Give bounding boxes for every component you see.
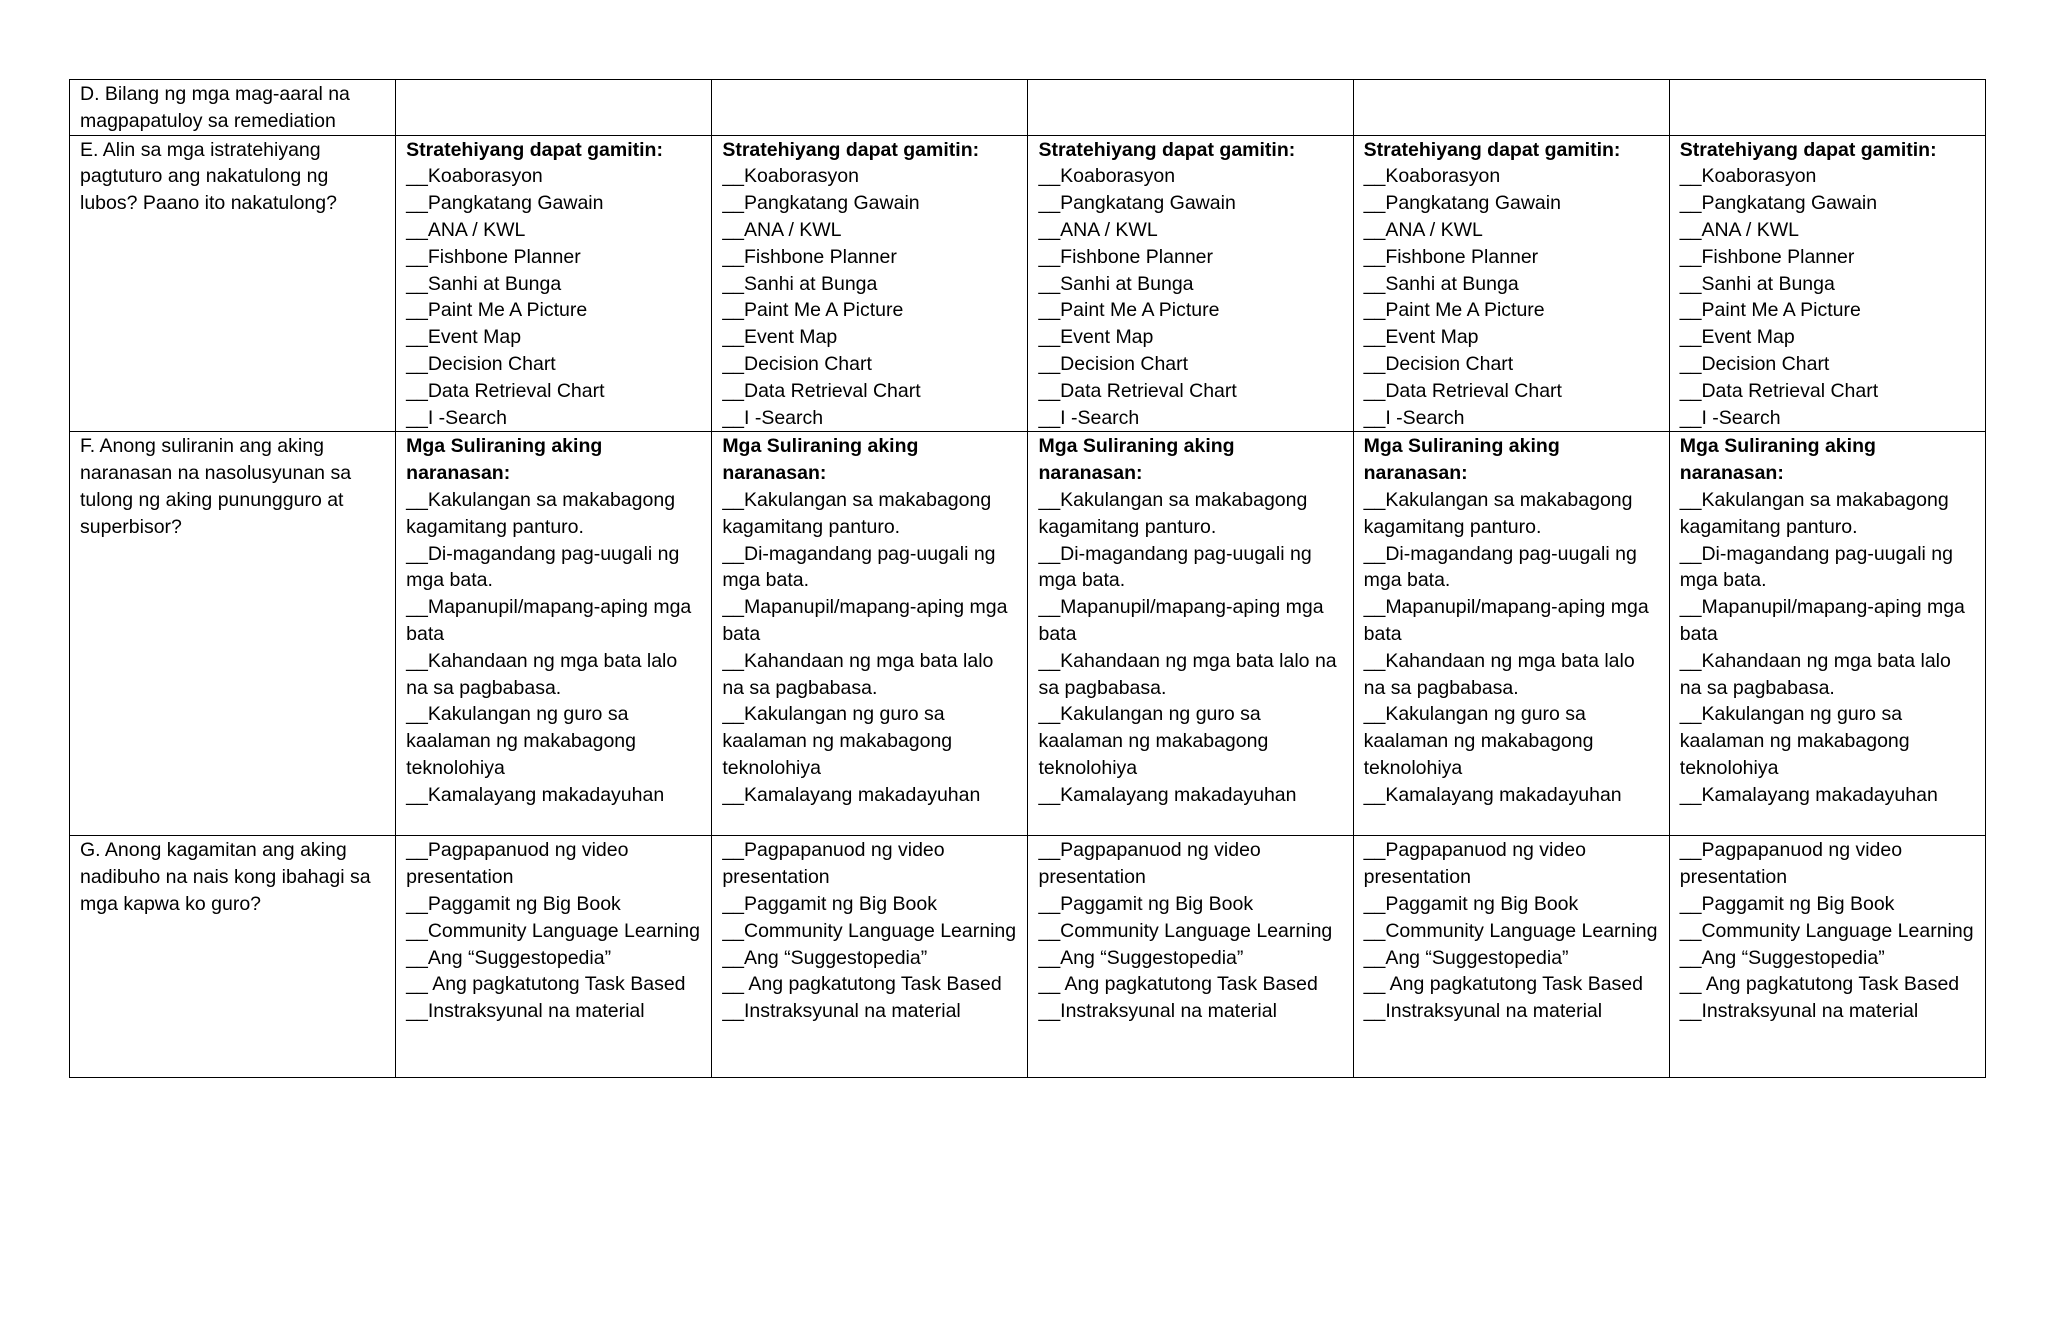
problem-item: __Kahandaan ng mga bata lalo na sa pagbabasa. — [722, 649, 994, 699]
problem-heading: Mga Suliraning aking naranasan: — [1363, 435, 1560, 485]
material-item: __Instraksyunal na material — [406, 1000, 645, 1023]
problem-item: __Kakulangan sa makabagong kagamitang panturo. — [1679, 488, 1949, 538]
strategy-item: __ANA / KWL — [1679, 218, 1799, 241]
material-cell-2 — [712, 836, 1028, 1078]
material-item: __Community Language Learning — [1363, 919, 1658, 942]
strategy-item: __Koaborasyon — [1679, 165, 1817, 188]
material-item: __Pagpapanuod ng video presentation — [722, 839, 945, 889]
problem-item: __Kakulangan sa makabagong kagamitang panturo. — [1363, 488, 1633, 538]
strategy-heading: Stratehiyang dapat gamitin: — [1679, 138, 1937, 161]
strategy-item: __Fishbone Planner — [1038, 245, 1214, 268]
strategy-item: __Event Map — [722, 326, 838, 349]
strategy-item: __ANA / KWL — [406, 218, 526, 241]
strategy-item: __I -Search — [1038, 406, 1140, 429]
material-cell-4 — [1353, 836, 1669, 1078]
strategy-item: __I -Search — [406, 406, 507, 429]
strategy-item: __Fishbone Planner — [406, 245, 581, 268]
question-text-e: E. Alin sa mga istratehiyang pagtuturo ang nakatulong ng lubos? Paano ito nakatulong? — [80, 138, 337, 215]
strategy-item: __Koaborasyon — [1363, 165, 1501, 188]
strategy-item: __Paint Me A Picture — [722, 299, 904, 322]
problem-item: __Kakulangan sa makabagong kagamitang panturo. — [722, 488, 992, 538]
question-text-g: G. Anong kagamitan ang aking nadibuho na nais kong ibahagi sa mga kapwa ko guro? — [80, 839, 371, 915]
strategy-item: __Sanhi at Bunga — [1363, 272, 1519, 295]
problem-cell-1 — [396, 432, 712, 836]
question-text-d: D. Bilang ng mga mag-aaral na magpapatuloy sa remediation — [80, 83, 350, 132]
problem-item: __Mapanupil/mapang-aping mga bata — [1679, 596, 1965, 645]
strategy-item: __Event Map — [1363, 326, 1479, 349]
material-item: __Community Language Learning — [1038, 919, 1333, 942]
material-item: __Community Language Learning — [1679, 919, 1974, 942]
strategy-item: __Koaborasyon — [1038, 165, 1176, 188]
problem-heading: Mga Suliraning aking naranasan: — [406, 435, 603, 485]
strategy-cell-1 — [396, 135, 712, 432]
problem-item: __Kakulangan ng guro sa kaalaman ng makabagong teknolohiya — [406, 703, 636, 779]
material-item: __Ang “Suggestopedia” — [406, 946, 612, 969]
problem-item: __Kamalayang makadayuhan — [722, 783, 981, 806]
strategy-item: __Pangkatang Gawain — [1363, 192, 1561, 215]
strategy-item: __ANA / KWL — [722, 218, 842, 241]
problem-item: __Di-magandang pag-uugali ng mga bata. — [722, 542, 996, 592]
problem-item: __Mapanupil/mapang-aping mga bata — [406, 596, 692, 645]
material-item: __Instraksyunal na material — [722, 1000, 961, 1023]
problem-item: __Mapanupil/mapang-aping mga bata — [1038, 596, 1324, 645]
material-item: __Pagpapanuod ng video presentation — [1679, 839, 1903, 889]
problem-cell-3 — [1028, 432, 1353, 836]
problem-item: __Mapanupil/mapang-aping mga bata — [722, 596, 1008, 645]
problem-heading: Mga Suliraning aking naranasan: — [1679, 435, 1876, 485]
reflection-table — [69, 79, 1986, 1078]
strategy-cell-4 — [1353, 135, 1669, 432]
question-cell-d — [70, 80, 396, 136]
strategy-item: __Sanhi at Bunga — [1038, 272, 1194, 295]
strategy-heading: Stratehiyang dapat gamitin: — [722, 138, 980, 161]
problem-item: __Kahandaan ng mga bata lalo na sa pagbabasa. — [1679, 649, 1951, 699]
problem-cell-5 — [1669, 432, 1985, 836]
strategy-item: __Data Retrieval Chart — [1038, 379, 1237, 402]
material-item: __ Ang pagkatutong Task Based — [1363, 973, 1643, 996]
strategy-item: __Decision Chart — [1679, 352, 1830, 375]
material-item: __ Ang pagkatutong Task Based — [1038, 973, 1318, 996]
problem-item: __Kakulangan sa makabagong kagamitang panturo. — [1038, 488, 1308, 538]
problem-item: __Kahandaan ng mga bata lalo na sa pagbabasa. — [406, 649, 678, 699]
answer-cell-d-3 — [1028, 80, 1353, 136]
strategy-cell-3 — [1028, 135, 1353, 432]
strategy-item: __Fishbone Planner — [1363, 245, 1539, 268]
strategy-item: __Koaborasyon — [722, 165, 859, 188]
strategy-item: __Decision Chart — [722, 352, 872, 375]
strategy-heading: Stratehiyang dapat gamitin: — [406, 138, 663, 161]
material-item: __Community Language Learning — [406, 919, 700, 942]
problem-heading: Mga Suliraning aking naranasan: — [722, 435, 919, 485]
strategy-item: __ANA / KWL — [1363, 218, 1483, 241]
problem-item: __Kahandaan ng mga bata lalo na sa pagbabasa. — [1363, 649, 1635, 699]
strategy-heading: Stratehiyang dapat gamitin: — [1363, 138, 1621, 161]
problem-cell-4 — [1353, 432, 1669, 836]
answer-cell-d-5 — [1669, 80, 1985, 136]
strategy-item: __Event Map — [406, 326, 522, 349]
strategy-item: __Data Retrieval Chart — [722, 379, 921, 402]
problem-item: __Di-magandang pag-uugali ng mga bata. — [1679, 542, 1953, 592]
strategy-item: __I -Search — [722, 406, 824, 429]
material-item: __Community Language Learning — [722, 919, 1017, 942]
strategy-item: __Paint Me A Picture — [406, 299, 588, 322]
strategy-item: __Paint Me A Picture — [1363, 299, 1545, 322]
strategy-item: __I -Search — [1363, 406, 1465, 429]
strategy-item: __Paint Me A Picture — [1679, 299, 1861, 322]
material-item: __Paggamit ng Big Book — [1679, 892, 1895, 915]
strategy-item: __Pangkatang Gawain — [406, 192, 604, 215]
material-item: __ Ang pagkatutong Task Based — [406, 973, 686, 996]
table-row-d — [70, 80, 1986, 136]
strategy-cell-2 — [712, 135, 1028, 432]
problem-cell-2 — [712, 432, 1028, 836]
strategy-item: __Koaborasyon — [406, 165, 543, 188]
material-cell-5 — [1669, 836, 1985, 1078]
strategy-item: __Pangkatang Gawain — [1679, 192, 1878, 215]
answer-cell-d-1 — [396, 80, 712, 136]
material-cell-3 — [1028, 836, 1353, 1078]
strategy-item: __Fishbone Planner — [722, 245, 897, 268]
problem-item: __Kamalayang makadayuhan — [1038, 783, 1297, 806]
problem-item: __Kakulangan ng guro sa kaalaman ng makabagong teknolohiya — [722, 703, 953, 779]
material-item: __Ang “Suggestopedia” — [1363, 946, 1569, 969]
material-item: __Ang “Suggestopedia” — [1679, 946, 1885, 969]
strategy-item: __Data Retrieval Chart — [406, 379, 605, 402]
problem-heading: Mga Suliraning aking naranasan: — [1038, 435, 1235, 485]
problem-item: __Kamalayang makadayuhan — [1679, 783, 1938, 806]
strategy-item: __Sanhi at Bunga — [1679, 272, 1835, 295]
strategy-item: __Event Map — [1038, 326, 1154, 349]
problem-item: __Kahandaan ng mga bata lalo na sa pagbabasa. — [1038, 649, 1337, 699]
material-item: __ Ang pagkatutong Task Based — [1679, 973, 1960, 996]
answer-cell-d-2 — [712, 80, 1028, 136]
table-row-g — [70, 836, 1986, 1078]
question-cell-f — [70, 432, 396, 836]
problem-item: __Kakulangan ng guro sa kaalaman ng makabagong teknolohiya — [1363, 703, 1594, 779]
strategy-item: __Pangkatang Gawain — [722, 192, 920, 215]
strategy-item: __Decision Chart — [1363, 352, 1514, 375]
strategy-item: __Sanhi at Bunga — [722, 272, 878, 295]
material-item: __ Ang pagkatutong Task Based — [722, 973, 1002, 996]
material-item: __Instraksyunal na material — [1679, 1000, 1919, 1023]
strategy-cell-5 — [1669, 135, 1985, 432]
material-item: __Paggamit ng Big Book — [406, 892, 621, 915]
material-item: __Instraksyunal na material — [1038, 1000, 1277, 1023]
problem-item: __Kakulangan ng guro sa kaalaman ng makabagong teknolohiya — [1679, 703, 1910, 779]
material-cell-1 — [396, 836, 712, 1078]
material-item: __Paggamit ng Big Book — [1363, 892, 1579, 915]
answer-cell-d-4 — [1353, 80, 1669, 136]
strategy-heading: Stratehiyang dapat gamitin: — [1038, 138, 1296, 161]
question-cell-g — [70, 836, 396, 1078]
strategy-item: __Sanhi at Bunga — [406, 272, 562, 295]
material-item: __Paggamit ng Big Book — [722, 892, 937, 915]
problem-item: __Kamalayang makadayuhan — [1363, 783, 1622, 806]
strategy-item: __Paint Me A Picture — [1038, 299, 1220, 322]
table-row-e — [70, 135, 1986, 432]
strategy-item: __Data Retrieval Chart — [1679, 379, 1879, 402]
strategy-item: __ANA / KWL — [1038, 218, 1158, 241]
question-cell-e — [70, 135, 396, 432]
problem-item: __Di-magandang pag-uugali ng mga bata. — [1038, 542, 1312, 592]
material-item: __Pagpapanuod ng video presentation — [1038, 839, 1261, 889]
material-item: __Ang “Suggestopedia” — [1038, 946, 1244, 969]
strategy-item: __Decision Chart — [1038, 352, 1189, 375]
problem-item: __Kakulangan ng guro sa kaalaman ng makabagong teknolohiya — [1038, 703, 1269, 779]
strategy-item: __Event Map — [1679, 326, 1795, 349]
problem-item: __Di-magandang pag-uugali ng mga bata. — [1363, 542, 1637, 592]
strategy-item: __Data Retrieval Chart — [1363, 379, 1562, 402]
material-item: __Instraksyunal na material — [1363, 1000, 1603, 1023]
problem-item: __Kakulangan sa makabagong kagamitang panturo. — [406, 488, 676, 538]
strategy-item: __Decision Chart — [406, 352, 556, 375]
problem-item: __Kamalayang makadayuhan — [406, 783, 665, 806]
problem-item: __Mapanupil/mapang-aping mga bata — [1363, 596, 1649, 645]
material-item: __Ang “Suggestopedia” — [722, 946, 928, 969]
material-item: __Pagpapanuod ng video presentation — [406, 839, 629, 889]
material-item: __Paggamit ng Big Book — [1038, 892, 1254, 915]
strategy-item: __Fishbone Planner — [1679, 245, 1855, 268]
strategy-item: __Pangkatang Gawain — [1038, 192, 1236, 215]
table-row-f — [70, 432, 1986, 836]
material-item: __Pagpapanuod ng video presentation — [1363, 839, 1586, 889]
question-text-f: F. Anong suliranin ang aking naranasan na nasolusyunan sa tulong ng aking punungguro at superbisor? — [80, 435, 352, 538]
strategy-item: __I -Search — [1679, 406, 1781, 429]
problem-item: __Di-magandang pag-uugali ng mga bata. — [406, 542, 680, 592]
